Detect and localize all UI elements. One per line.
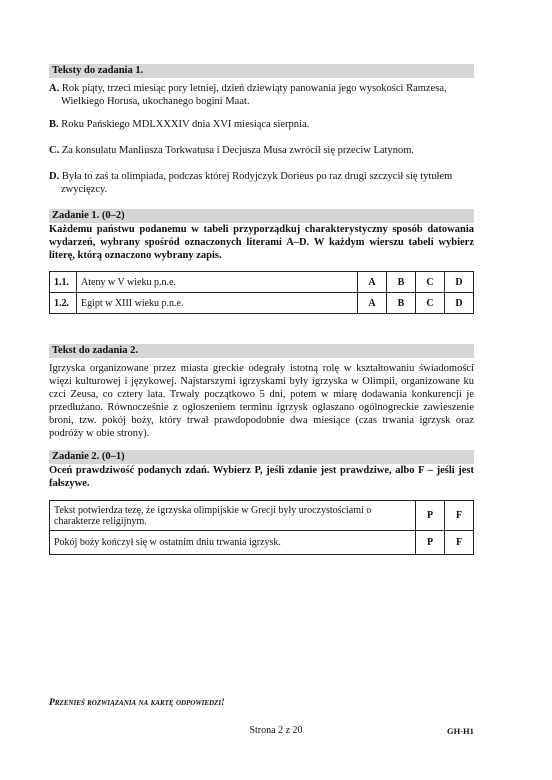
row-label: Tekst potwierdza tezę, że igrzyska olimpijskie w Grecji były uroczystościami o charakterze religijnym. [50,501,416,531]
text-item-letter: A. [49,83,60,94]
text-item-b [49,118,474,131]
option-c[interactable]: C [416,272,445,293]
option-b[interactable]: B [387,293,416,314]
option-p[interactable]: P [416,501,445,531]
row-label: Ateny w V wieku p.n.e. [77,272,358,293]
text-item-content: Roku Pańskiego MDLXXXIV dnia XVI miesiąca sierpnia. [61,119,310,130]
table-row [50,293,474,314]
row-label: Pokój boży kończył się w ostatnim dniu trwania igrzysk. [50,531,416,555]
row-number: 1.1. [50,272,77,293]
task1-table [49,271,474,314]
table-row [50,501,474,531]
text-item-a [49,82,474,108]
text-item-content: Za konsulatu Manliusza Torkwatusa i Decjusza Musa zwrócił się przeciw Latynom. [61,145,415,156]
option-a[interactable]: A [358,272,387,293]
task2-header: Zadanie 2. (0–1) [49,450,474,464]
text-item-c [49,144,474,157]
exam-page [49,64,474,555]
text-item-letter: D. [49,171,60,182]
option-b[interactable]: B [387,272,416,293]
text-item-letter: C. [49,145,60,156]
row-label: Egipt w XIII wieku p.n.e. [77,293,358,314]
footer-note: Przenieś rozwiązania na kartę odpowiedzi! [49,698,225,708]
page-number: Strona 2 z 20 [249,725,303,736]
text-item-d [49,170,474,196]
section1-header: Teksty do zadania 1. [49,64,474,78]
section2-header: Tekst do zadania 2. [49,344,474,358]
row-number: 1.2. [50,293,77,314]
task1-command: Każdemu państwu podanemu w tabeli przyporządkuj charakterystyczny sposób datowania wydarzeń, wybrany spośród oznaczonych literami A–D. W każdym wierszu tabeli wybierz literę, którą oznaczono wybrany zapis. [49,224,474,261]
option-d[interactable]: D [445,293,474,314]
option-f[interactable]: F [445,531,474,555]
task1-header: Zadanie 1. (0–2) [49,209,474,223]
option-c[interactable]: C [416,293,445,314]
table-row [50,272,474,293]
exam-code: GH-H1 [447,726,474,736]
option-p[interactable]: P [416,531,445,555]
option-d[interactable]: D [445,272,474,293]
text-item-content: Była to zaś ta olimpiada, podczas której Rodyjczyk Dorieus po raz drugi szczycił się tytułem zwycięzcy. [61,171,453,195]
option-f[interactable]: F [445,501,474,531]
section2-text: Igrzyska organizowane przez miasta greckie odegrały istotną rolę w kształtowaniu świadomości więzi kulturowej i językowej. Najstarszymi igrzyskami były igrzyska w Olimpii, organizowane ku czci Zeusa, co cztery lata. Trwały początkowo 5 dni, potem w miarę dodawania konkurencji je przedłużano. Równocześnie z ogłoszeniem terminu igrzysk ogłaszano ogólnogreckie zawieszenie broni, tzw. pokój boży, który trwał prawdopodobnie dwa miesiące (czas trwania igrzysk oraz podróży w obie strony). [49,363,474,439]
task2-table [49,500,474,555]
table-row [50,531,474,555]
text-item-letter: B. [49,119,59,130]
text-item-content: Rok piąty, trzeci miesiąc pory letniej, dzień dziewiąty panowania jego wysokości Ramzesa, Wielkiego Horusa, ukochanego bogini Maat. [61,83,447,107]
task2-command: Oceń prawdziwość podanych zdań. Wybierz P, jeśli zdanie jest prawdziwe, albo F – jeśli jest fałszywe. [49,465,474,489]
option-a[interactable]: A [358,293,387,314]
